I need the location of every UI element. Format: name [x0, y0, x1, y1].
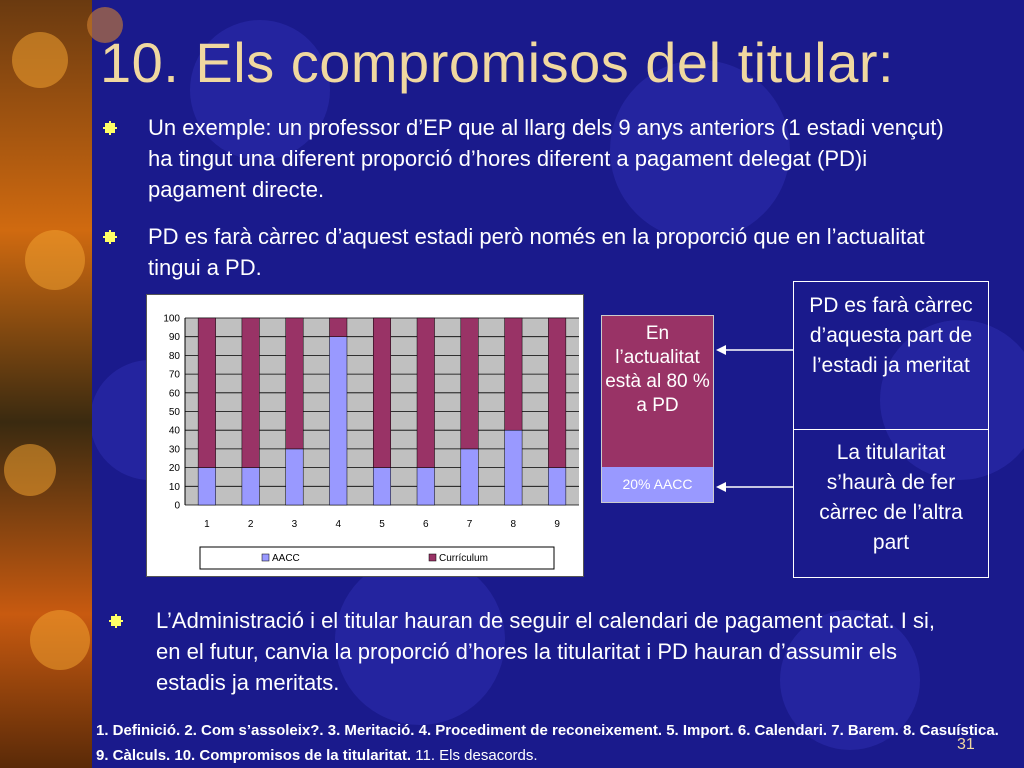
legend-swatch [262, 554, 269, 561]
y-tick-label: 70 [168, 369, 180, 381]
arrow-icon [716, 482, 794, 492]
aacc-proportion-label: 20% AACC [602, 467, 713, 502]
x-tick-label: 1 [204, 519, 210, 530]
y-tick-label: 90 [168, 332, 180, 344]
bar-curriculum [461, 318, 479, 449]
bar-aacc [548, 468, 566, 505]
bar-aacc [505, 430, 523, 505]
x-tick-label: 6 [422, 519, 429, 530]
bar-aacc [461, 449, 479, 505]
page-number: 31 [957, 736, 975, 753]
bullet-mark-icon [109, 614, 123, 628]
bar-curriculum [373, 318, 391, 468]
bullet-text: L’Administració i el titular hauran de seguir el calendari de pagament pactat. I si, en el futur, canvia la proporció d’hores la titularitat i PD hauran d’assumir els estadis ja meritats. [156, 608, 935, 695]
y-tick-label: 10 [168, 481, 180, 493]
x-tick-label: 2 [247, 519, 254, 530]
bar-curriculum [417, 318, 435, 468]
footer-sections: 1. Definició. 2. Com s’assoleix?. 3. Meritació. 4. Procediment de reconeixement. 5. Import. 6. Calendari. 7. Barem. 8. Casuística. 9. Càlculs. 10. Compromisos de la titularitat. [96, 722, 999, 764]
y-tick-label: 60 [168, 388, 180, 400]
bullet-text: Un exemple: un professor d’EP que al llarg dels 9 anys anteriors (1 estadi vençut) ha tingut una diferent proporció d’hores diferent a pagament delegat (PD)i pagament directe. [148, 115, 944, 202]
y-tick-label: 30 [168, 444, 180, 456]
x-tick-label: 8 [510, 519, 517, 530]
bar-aacc [242, 468, 260, 505]
x-tick-label: 4 [335, 519, 342, 530]
bar-curriculum [329, 318, 347, 337]
pd-responsibility-box [793, 281, 989, 430]
titular-responsibility-text: La titularitat s’haurà de fer càrrec de l’altra part [819, 441, 963, 554]
bar-curriculum [505, 318, 523, 430]
legend-swatch [429, 554, 436, 561]
y-tick-label: 50 [168, 407, 180, 418]
y-tick-label: 100 [163, 313, 180, 325]
bar-aacc [198, 468, 216, 505]
bullet-pd [148, 221, 948, 283]
y-tick-label: 40 [168, 425, 180, 437]
footer-current-section: 11. Els desacords. [411, 747, 538, 764]
legend-label: AACC [272, 553, 300, 564]
x-tick-label: 9 [554, 519, 560, 530]
bullet-mark-icon [103, 230, 117, 244]
bar-aacc [373, 468, 391, 505]
pd-proportion-label: En l’actualitat està al 80 % a PD [602, 316, 713, 467]
bullet-mark-icon [103, 121, 117, 135]
bar-curriculum [242, 318, 260, 468]
bar-aacc [329, 337, 347, 505]
bullet-text: PD es farà càrrec d’aquest estadi però només en la proporció que en l’actualitat tingui a PD. [148, 224, 925, 280]
slide-title: 10. Els compromisos del titular: [100, 31, 895, 94]
x-tick-label: 3 [291, 519, 298, 530]
legend [200, 547, 554, 569]
y-tick-label: 20 [168, 463, 180, 475]
titular-responsibility-box [793, 429, 989, 578]
footer-navigation [96, 718, 1006, 768]
x-tick-label: 5 [379, 519, 385, 530]
arrows [712, 340, 796, 500]
current-proportion-box [601, 315, 714, 503]
pd-responsibility-text: PD es farà càrrec d’aquesta part de l’estadi ja meritat [809, 294, 973, 377]
y-tick-label: 80 [168, 350, 180, 362]
legend-label: Currículum [439, 553, 488, 564]
bar-curriculum [286, 318, 304, 449]
bar-curriculum [548, 318, 566, 468]
bar-aacc [417, 468, 435, 505]
bullet-administracio [156, 605, 956, 698]
x-tick-label: 7 [466, 519, 473, 530]
bullet-example [148, 112, 968, 205]
bar-aacc [286, 449, 304, 505]
arrow-icon [716, 345, 794, 355]
y-tick-label: 0 [174, 500, 180, 512]
bar-curriculum [198, 318, 216, 468]
stacked-bar-chart [146, 294, 584, 577]
